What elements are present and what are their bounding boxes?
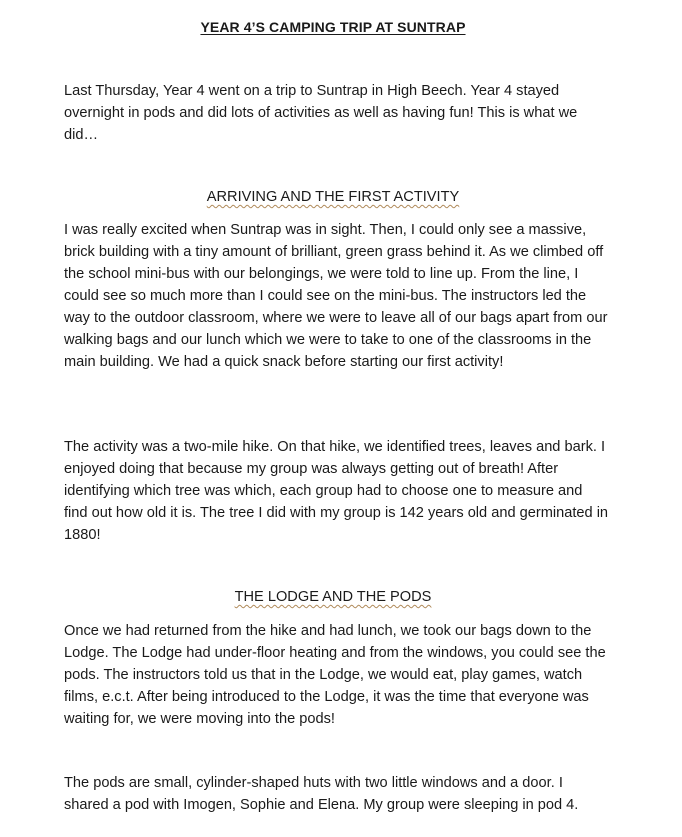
- paragraph-lodge: Once we had returned from the hike and had lunch, we took our bags down to the Lodge. The Lodge had under-floor heating and from the windows, you could see the pods. The instructors told us that in the Lodge, we would eat, play games, watch films, e.c.t. After being introduced to the Lodge, it was the time that everyone was waiting for, we were moving into the pods!: [64, 623, 606, 727]
- intro-paragraph: Last Thursday, Year 4 went on a trip to Suntrap in High Beech. Year 4 stayed overnight in pods and did lots of activities as well as having fun! This is what we did…: [64, 83, 578, 143]
- section-heading-lodge: [0, 589, 666, 605]
- section-heading-text: ARRIVING AND THE FIRST ACTIVITY: [206, 189, 460, 205]
- section-heading-arriving: [0, 189, 666, 205]
- section-heading-text: THE LODGE AND THE PODS: [234, 589, 432, 605]
- paragraph-hike: The activity was a two-mile hike. On that hike, we identified trees, leaves and bark. I enjoyed doing that because my group was always getting out of breath! After identifying which tree was which, each group had to choose one to measure and find out how old it is. The tree I did with my group is 142 years old and germinated in 1880!: [64, 439, 609, 543]
- paragraph-arriving: I was really excited when Suntrap was in sight. Then, I could only see a massive, brick building with a tiny amount of brilliant, green grass behind it. As we climbed off the school mini-bus with our belongings, we were told to line up. From the line, I could see so much more than I could see on the mini-bus. The instructors led the way to the outdoor classroom, where we were to leave all of our bags apart from our walking bags and our lunch which we were to take to one of the classrooms in the main building. We had a quick snack before starting our first activity!: [64, 222, 608, 370]
- document-title: YEAR 4’S CAMPING TRIP AT SUNTRAP: [200, 19, 466, 35]
- paragraph-pods: The pods are small, cylinder-shaped huts with two little windows and a door. I shared a pod with Imogen, Sophie and Elena. My group were sleeping in pod 4.: [64, 775, 579, 813]
